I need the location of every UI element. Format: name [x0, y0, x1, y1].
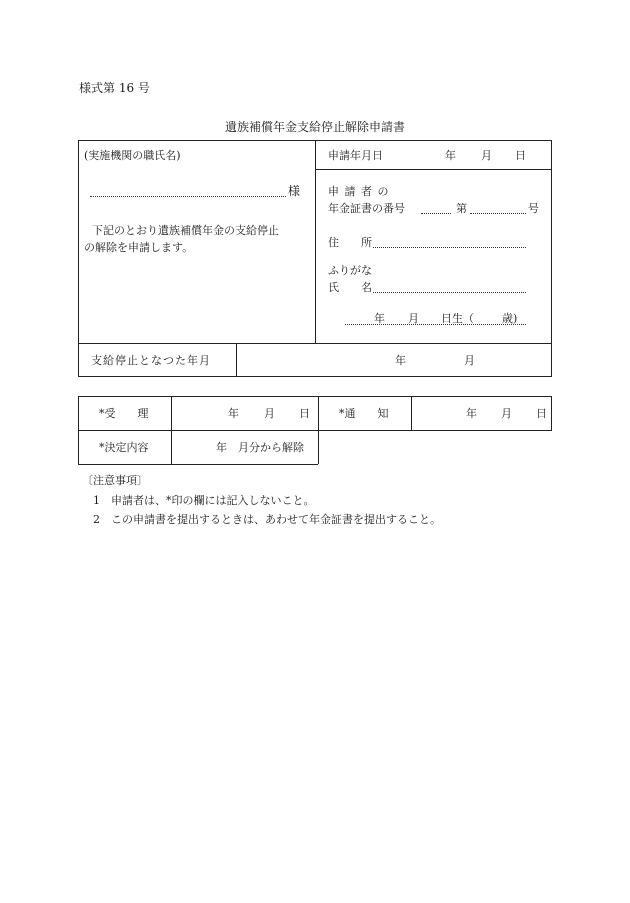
divider — [78, 343, 552, 344]
received-day-unit: 日 — [299, 407, 310, 420]
form-title: 遺族補償年金支給停止解除申請書 — [224, 120, 405, 134]
birth-month-unit: 月 — [408, 312, 419, 325]
name-label: 氏 名 — [328, 281, 372, 294]
divider — [318, 396, 319, 464]
name-field[interactable] — [373, 292, 526, 293]
notes-heading: 〔注意事項〕 — [82, 474, 148, 487]
received-label: *受 理 — [99, 407, 149, 420]
date-year-unit: 年 — [445, 149, 456, 162]
form-number: 様式第 16 号 — [79, 81, 150, 95]
stop-month-unit: 月 — [464, 354, 475, 367]
date-day-unit: 日 — [515, 149, 526, 162]
divider — [315, 140, 316, 343]
divider — [315, 169, 552, 170]
date-month-unit: 月 — [481, 149, 492, 162]
note-text: この申請書を提出するときは、あわせて年金証書を提出すること。 — [111, 513, 441, 526]
date-label: 申請年月日 — [328, 149, 383, 162]
notice-year-unit: 年 — [466, 407, 477, 420]
address-label: 住 所 — [328, 236, 372, 249]
divider — [551, 396, 552, 430]
divider — [171, 396, 172, 464]
decision-label: *決定内容 — [99, 441, 149, 454]
notice-day-unit: 日 — [536, 407, 547, 420]
birthdate-field[interactable] — [345, 324, 526, 325]
furigana-label: ふりがな — [328, 264, 372, 277]
divider — [78, 430, 552, 431]
note-text: 申請者は、*印の欄には記入しないこと。 — [111, 494, 315, 507]
request-text-line2: の解除を申請します。 — [84, 241, 194, 254]
divider — [411, 396, 412, 430]
stop-year-unit: 年 — [395, 354, 406, 367]
divider — [78, 396, 79, 464]
org-name-field[interactable] — [90, 196, 286, 197]
age-unit: 歳) — [502, 312, 518, 325]
cert-go-label: 号 — [528, 202, 539, 215]
decision-value: 年 月分から解除 — [216, 441, 304, 454]
divider — [236, 343, 237, 377]
request-text-line1: 下記のとおり遺族補償年金の支給停止 — [92, 224, 279, 237]
note-number: 2 — [93, 513, 100, 526]
received-year-unit: 年 — [228, 407, 239, 420]
birth-day-unit: 日生（ — [441, 312, 474, 325]
notice-month-unit: 月 — [501, 407, 512, 420]
address-field[interactable] — [373, 247, 526, 248]
cert-label-line1: 申 請 者 の — [328, 185, 390, 198]
cert-label-line2: 年金証書の番号 — [328, 202, 405, 215]
cert-number-field[interactable] — [470, 213, 526, 214]
sama-label: 様 — [288, 184, 301, 198]
cert-number-field[interactable] — [421, 213, 451, 214]
divider — [78, 464, 318, 465]
note-number: 1 — [93, 494, 100, 507]
stop-date-label: 支給停止となつた年月 — [91, 354, 211, 367]
received-month-unit: 月 — [264, 407, 275, 420]
notice-label: *通 知 — [339, 407, 389, 420]
cert-dai-label: 第 — [456, 202, 467, 215]
org-heading: (実施機関の職氏名) — [84, 149, 181, 162]
office-table — [78, 396, 552, 397]
birth-year-unit: 年 — [374, 312, 385, 325]
